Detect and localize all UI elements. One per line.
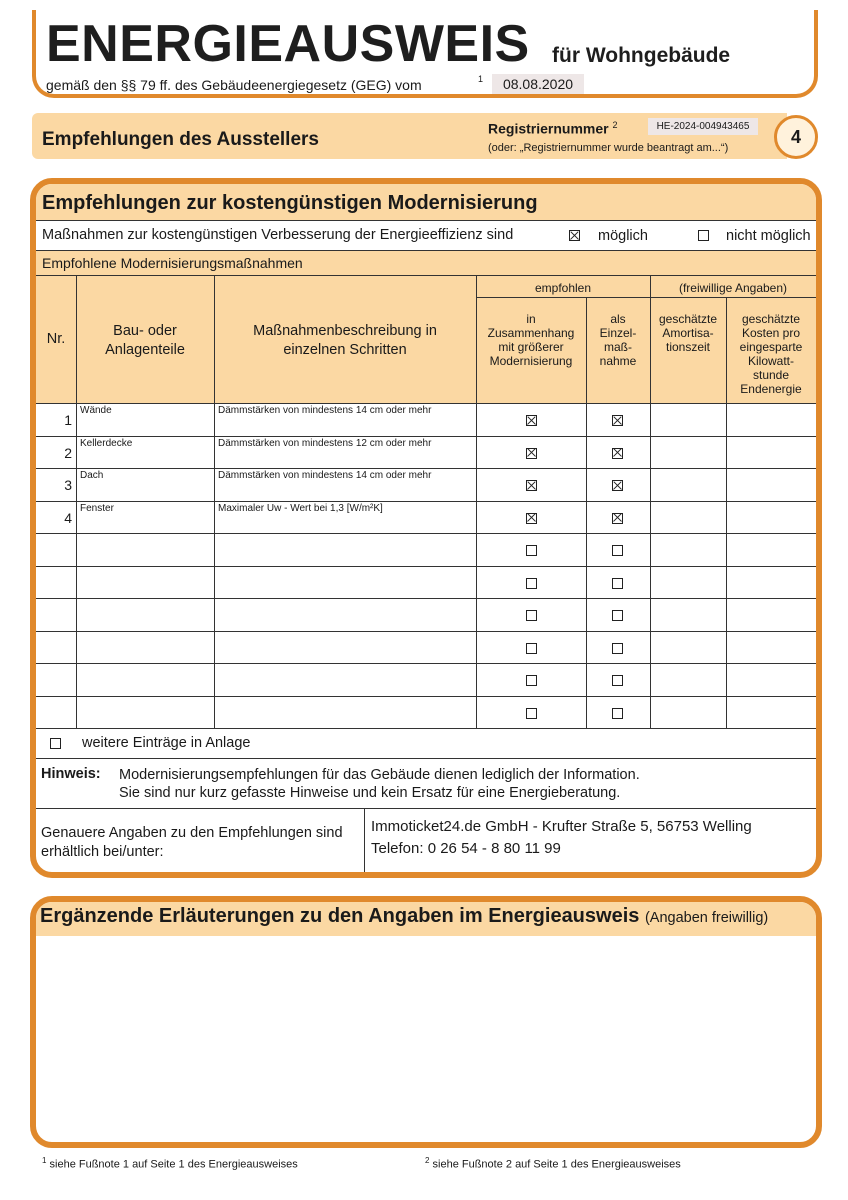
footnote-2-ref: 2 — [425, 1156, 430, 1165]
col-header-context-line: in — [526, 312, 536, 326]
page-number-badge: 4 — [774, 115, 818, 159]
table-row — [36, 663, 816, 696]
context-checkbox[interactable] — [526, 578, 537, 589]
registration-label: Registriernummer $^2$ — [488, 120, 618, 137]
table-row — [36, 533, 816, 566]
table-row — [36, 598, 816, 631]
col-header-desc-line: Maßnahmenbeschreibung in — [253, 323, 437, 339]
footnote-1-ref: 1 — [42, 1156, 47, 1165]
col-header-nr: Nr. — [46, 331, 66, 347]
col-header-single — [586, 312, 650, 368]
document-title: ENERGIEAUSWEIS — [46, 15, 530, 73]
single-measure-checkbox[interactable] — [612, 675, 623, 686]
footnote-2-text: siehe Fußnote 2 auf Seite 1 des Energieausweises — [432, 1158, 681, 1171]
row-description[interactable]: Maximaler Uw - Wert bei 1,3 [W/m²K] — [218, 502, 383, 514]
divider — [36, 728, 816, 729]
context-checkbox[interactable] — [526, 480, 537, 491]
contact-info — [371, 816, 752, 860]
col-header-cost-line: geschätzte — [741, 312, 801, 326]
table-row — [36, 566, 816, 599]
group-header-recommended: empfohlen — [534, 281, 592, 295]
possible-label: möglich — [598, 228, 648, 244]
single-measure-checkbox[interactable] — [612, 578, 623, 589]
supplementary-title-text: Ergänzende Erläuterungen zu den Angaben im Energieausweis — [40, 905, 640, 927]
col-header-single-line: Einzel- — [599, 326, 637, 340]
row-description[interactable]: Dämmstärken von mindestens 14 cm oder mehr — [218, 470, 432, 481]
col-header-amort-line: geschätzte — [658, 312, 718, 326]
hint-line: Modernisierungsempfehlungen für das Gebäude dienen lediglich der Information. — [119, 767, 640, 783]
document-subtitle: für Wohngebäude — [552, 44, 731, 67]
row-description[interactable]: Dämmstärken von mindestens 12 cm oder mehr — [218, 437, 432, 449]
registration-number-field[interactable]: HE-2024-004943465 — [648, 118, 758, 135]
context-checkbox[interactable] — [526, 448, 537, 459]
further-entries-checkbox[interactable] — [50, 738, 61, 749]
row-number: 2 — [64, 444, 72, 461]
registration-note: (oder: „Registriernummer wurde beantragt am...“) — [488, 142, 729, 154]
row-building-part[interactable]: Fenster — [80, 502, 114, 514]
footnote-ref-1: 1 — [478, 74, 484, 84]
section-title: Empfehlungen des Ausstellers — [42, 129, 319, 150]
row-description[interactable]: Dämmstärken von mindestens 14 cm oder mehr — [218, 405, 432, 416]
measures-text: Maßnahmen zur kostengünstigen Verbesserung der Energieeffizienz sind — [42, 227, 514, 243]
divider — [36, 220, 816, 221]
law-reference: gemäß den §§ 79 ff. des Gebäudeenergiegesetz (GEG) vom — [46, 77, 422, 93]
divider — [36, 758, 816, 759]
exact-info-label: Genauere Angaben zu den Empfehlungen sind erhältlich bei/unter: — [41, 825, 343, 860]
supplementary-text-area[interactable] — [36, 936, 816, 1142]
divider — [36, 808, 816, 809]
col-header-context — [476, 312, 586, 368]
col-header-cost-line: Kilowatt- — [747, 354, 794, 368]
not-possible-checkbox[interactable] — [698, 230, 709, 241]
divider — [364, 808, 365, 872]
col-header-cost-line: Kosten pro — [741, 326, 801, 340]
col-header-amort-line: Amortisa- — [662, 326, 714, 340]
single-measure-checkbox[interactable] — [612, 415, 623, 426]
contact-phone: Telefon: 0 26 54 - 8 80 11 99 — [371, 840, 561, 857]
row-number: 1 — [64, 412, 72, 428]
col-header-part-line: Anlagenteile — [105, 342, 185, 358]
col-header-cost-line: stunde — [752, 368, 790, 382]
footnote-1-text: siehe Fußnote 1 auf Seite 1 des Energieausweises — [49, 1158, 298, 1171]
footnote-2 — [425, 1156, 681, 1171]
context-checkbox[interactable] — [526, 675, 537, 686]
context-checkbox[interactable] — [526, 708, 537, 719]
divider — [476, 297, 816, 298]
col-header-context-line: mit größerer — [498, 340, 564, 354]
single-measure-checkbox[interactable] — [612, 448, 623, 459]
col-header-cost — [726, 312, 816, 396]
recommendations-title: Empfehlungen zur kostengünstigen Modernisierung — [42, 192, 538, 214]
recommended-label: Empfohlene Modernisierungsmaßnahmen — [42, 255, 303, 271]
single-measure-checkbox[interactable] — [612, 545, 623, 556]
col-header-amort-line: tionszeit — [665, 340, 711, 354]
context-checkbox[interactable] — [526, 610, 537, 621]
col-header-part-line: Bau- oder — [113, 323, 177, 339]
single-measure-checkbox[interactable] — [612, 480, 623, 491]
not-possible-label: nicht möglich — [726, 228, 811, 244]
col-header-single-line: maß- — [604, 340, 632, 354]
col-header-context-line: Zusammenhang — [487, 326, 575, 340]
possible-checkbox[interactable] — [569, 230, 580, 241]
hint-line: Sie sind nur kurz gefasste Hinweise und kein Ersatz für eine Energieberatung. — [119, 785, 621, 801]
col-header-cost-line: Endenergie — [740, 382, 802, 396]
col-header-single-line: nahme — [599, 354, 637, 368]
table-row — [36, 631, 816, 664]
registration-footnote: 2 — [612, 120, 618, 130]
row-number: 3 — [64, 477, 72, 493]
supplementary-title — [40, 905, 768, 928]
context-checkbox[interactable] — [526, 643, 537, 654]
supplementary-title-note: (Angaben freiwillig) — [644, 910, 769, 926]
single-measure-checkbox[interactable] — [612, 708, 623, 719]
row-building-part[interactable]: Dach — [80, 470, 104, 481]
further-entries-label: weitere Einträge in Anlage — [82, 735, 251, 751]
contact-address: Immoticket24.de GmbH - Krufter Straße 5, 56753 Welling — [371, 818, 752, 835]
row-number: 4 — [64, 509, 72, 526]
single-measure-checkbox[interactable] — [612, 610, 623, 621]
footnote-1 — [42, 1156, 298, 1171]
law-date-field[interactable]: 08.08.2020 — [492, 74, 584, 94]
row-building-part[interactable]: Wände — [80, 405, 112, 416]
col-header-context-line: Modernisierung — [489, 354, 573, 368]
row-building-part[interactable]: Kellerdecke — [80, 437, 133, 449]
context-checkbox[interactable] — [526, 545, 537, 556]
hint-text — [119, 766, 640, 802]
col-header-cost-line: eingesparte — [739, 340, 803, 354]
context-checkbox[interactable] — [526, 415, 537, 426]
single-measure-checkbox[interactable] — [612, 513, 623, 524]
col-header-amortization — [650, 312, 726, 354]
col-header-part — [76, 322, 214, 360]
hint-label: Hinweis: — [41, 766, 101, 782]
table-row — [36, 696, 816, 729]
group-header-optional: (freiwillige Angaben) — [678, 281, 788, 295]
col-header-desc-line: einzelnen Schritten — [283, 342, 407, 358]
table-row — [36, 501, 816, 534]
context-checkbox[interactable] — [526, 513, 537, 524]
single-measure-checkbox[interactable] — [612, 643, 623, 654]
col-header-single-line: als — [610, 312, 626, 326]
col-header-desc — [214, 322, 476, 360]
